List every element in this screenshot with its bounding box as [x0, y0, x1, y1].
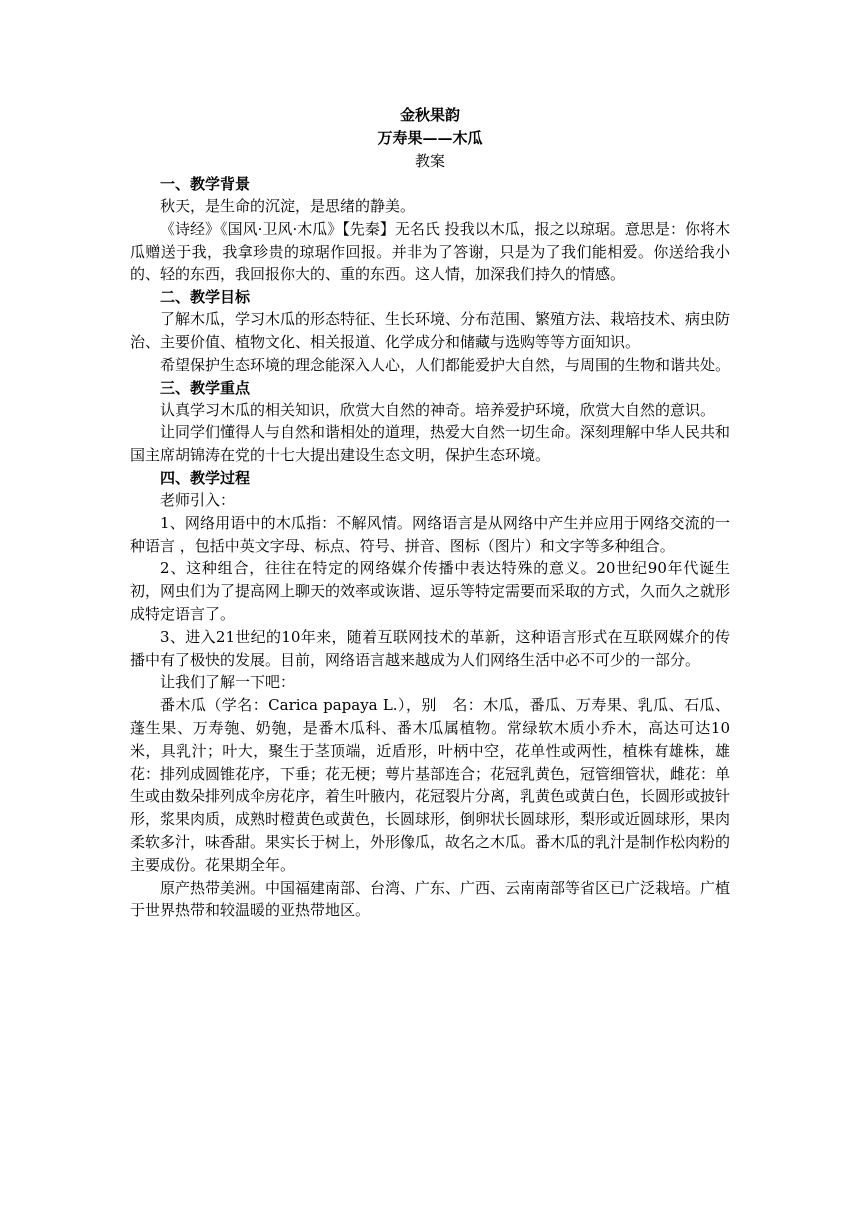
section-objectives: [130, 286, 730, 376]
paragraph: 原产热带美洲。中国福建南部、台湾、广东、广西、云南南部等省区已广泛栽培。广植于世界热带和较温暖的亚热带地区。: [130, 878, 731, 920]
section-heading: 三、教学重点: [160, 378, 251, 397]
section-heading: 四、教学过程: [160, 468, 251, 487]
section-heading: 二、教学目标: [160, 288, 251, 307]
paragraph: 3、进入21世纪的10年来，随着互联网技术的革新，这种语言形式在互联网媒介的传播中有了极快的发展。目前，网络语言越来越成为人们网络生活中必不可少的一部分。: [130, 627, 730, 669]
section-process: [130, 467, 730, 922]
paragraph: 秋天，是生命的沉淀，是思绪的静美。: [160, 197, 416, 215]
document-subtitle: 万寿果——木瓜: [377, 129, 483, 147]
paragraph: 2、这种组合，往往在特定的网络媒介传播中表达特殊的意义。20世纪90年代诞生初，网虫们为了提高网上聊天的效率或诙谐、逗乐等特定需要而采取的方式，久而久之就形成特定语言了。: [130, 559, 731, 623]
paragraph: 1、网络用语中的木瓜指：不解风情。网络语言是从网络中产生并应用于网络交流的一种语言 ，包括中英文字母、标点、符号、拼音、图标（图片）和文字等多种组合。: [130, 513, 730, 555]
section-background: [130, 173, 730, 286]
paragraph: 希望保护生态环境的理念能深入人心，人们都能爱护大自然，与周围的生物和谐共处。: [160, 355, 731, 374]
paragraph: 让同学们懂得人与自然和谐相处的道理，热爱大自然一切生命。深刻理解中华人民共和国主席胡锦涛在党的十七大提出建设生态文明，保护生态环境。: [130, 423, 731, 465]
document-type: 教案: [414, 152, 445, 170]
paragraph: 老师引入：: [160, 490, 236, 509]
paragraph: 番木瓜（学名：Carica papaya L.），别 名：木瓜，番瓜、万寿果、乳瓜、石瓜、蓬生果、万寿匏、奶匏，是番木瓜科、番木瓜属植物。常绿软木质小乔木，高达可达10米，具乳汁；叶大，聚生于茎顶端，近盾形，叶柄中空，花单性或两性，植株有雄株，雄花：排列成圆锥花序，下垂；花无梗；萼片基部连合；花冠乳黄色，冠管细管状，雌花：单生或由数朵排列成伞房花序，着生叶腋内，花冠裂片分离，乳黄色或黄白色，长圆形或披针形，浆果肉质，成熟时橙黄色或黄色，长圆球形，倒卵状长圆球形，梨形或近圆球形，果肉柔软多汁，味香甜。果实长于树上，外形像瓜，故名之木瓜。番木瓜的乳汁是制作松肉粉的主要成份。花果期全年。: [130, 696, 731, 874]
section-key-points: [130, 377, 730, 467]
paragraph: 《诗经》《国风·卫风·木瓜》【先秦】无名氏 投我以木瓜，报之以琼琚。意思是：你将木瓜赠送于我，我拿珍贵的琼琚作回报。并非为了答谢，只是为了我们能相爱。你送给我小的、轻的东西，我回报你大的、重的东西。这人情，加深我们持久的情感。: [130, 219, 730, 284]
paragraph: 了解木瓜，学习木瓜的形态特征、生长环境、分布范围、繁殖方法、栽培技术、病虫防治、主要价值、植物文化、相关报道、化学成分和储藏与选购等等方面知识。: [130, 310, 731, 351]
paragraph: 认真学习木瓜的相关知识，欣赏大自然的神奇。培养爱护环境，欣赏大自然的意识。: [160, 400, 716, 419]
document-title: 金秋果韵: [399, 106, 460, 124]
document-page: [130, 104, 730, 922]
section-heading: 一、教学背景: [160, 175, 251, 193]
paragraph: 让我们了解一下吧：: [160, 673, 296, 692]
